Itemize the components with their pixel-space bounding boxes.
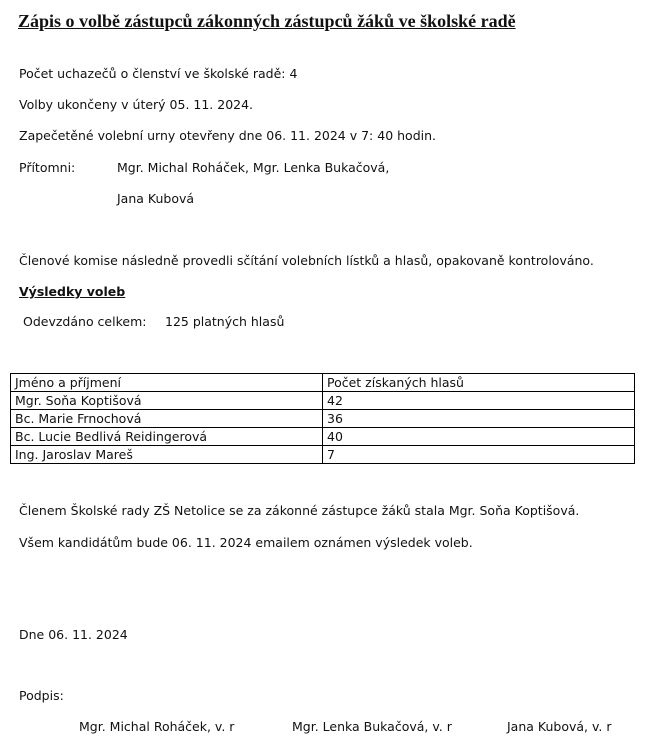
notification-statement: Všem kandidátům bude 06. 11. 2024 emailem oznámen výsledek voleb. bbox=[19, 535, 473, 550]
results-heading: Výsledky voleb bbox=[19, 284, 126, 299]
signature-3: Jana Kubová, v. r bbox=[507, 719, 612, 734]
election-end-line: Volby ukončeny v úterý 05. 11. 2024. bbox=[19, 97, 254, 112]
urns-opened-line: Zapečetěné volební urny otevřeny dne 06. 11. 2024 v 7: 40 hodin. bbox=[19, 128, 436, 143]
total-votes-label: Odevzdáno celkem: bbox=[23, 314, 147, 329]
table-row bbox=[11, 392, 635, 410]
counting-statement: Členové komise následně provedli sčítání volebních lístků a hlasů, opakovaně kontrolováno. bbox=[19, 253, 594, 268]
table-header-row bbox=[11, 374, 635, 392]
candidates-count-line: Počet uchazečů o členství ve školské radě: 4 bbox=[19, 66, 298, 81]
candidate-name: Bc. Lucie Bedlivá Reidingerová bbox=[11, 428, 323, 446]
present-names-line-2: Jana Kubová bbox=[117, 191, 195, 206]
elected-statement: Členem Školské rady ZŠ Netolice se za zákonné zástupce žáků stala Mgr. Soňa Koptišová. bbox=[19, 503, 580, 518]
candidate-votes: 7 bbox=[323, 446, 635, 464]
column-header-votes: Počet získaných hlasů bbox=[323, 374, 635, 392]
candidate-name: Mgr. Soňa Koptišová bbox=[11, 392, 323, 410]
table-row bbox=[11, 410, 635, 428]
total-votes-value: 125 platných hlasů bbox=[165, 314, 285, 329]
candidate-name: Bc. Marie Frnochová bbox=[11, 410, 323, 428]
signature-1: Mgr. Michal Roháček, v. r bbox=[79, 719, 235, 734]
present-label: Přítomni: bbox=[19, 160, 76, 175]
column-header-name: Jméno a příjmení bbox=[11, 374, 323, 392]
candidate-votes: 40 bbox=[323, 428, 635, 446]
document-date: Dne 06. 11. 2024 bbox=[19, 627, 128, 642]
results-table bbox=[10, 373, 635, 464]
table-row bbox=[11, 428, 635, 446]
candidate-name: Ing. Jaroslav Mareš bbox=[11, 446, 323, 464]
document-title: Zápis o volbě zástupců zákonných zástupců žáků ve školské radě bbox=[18, 11, 516, 31]
table-row bbox=[11, 446, 635, 464]
candidate-votes: 36 bbox=[323, 410, 635, 428]
candidate-votes: 42 bbox=[323, 392, 635, 410]
signature-2: Mgr. Lenka Bukačová, v. r bbox=[292, 719, 452, 734]
signature-label: Podpis: bbox=[19, 688, 64, 703]
present-names-line-1: Mgr. Michal Roháček, Mgr. Lenka Bukačová, bbox=[117, 160, 390, 175]
